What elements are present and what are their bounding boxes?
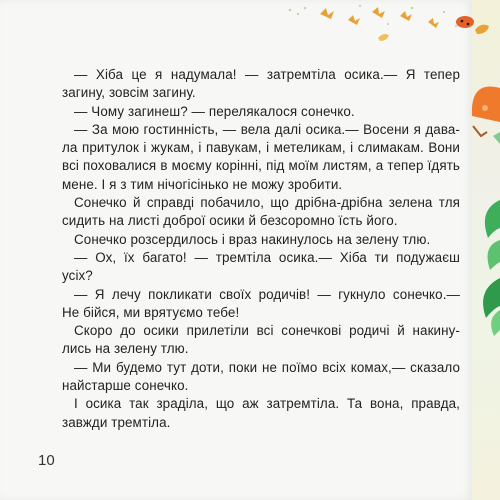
text-line: Скоро до осики прилетіли всі сонечкові родичі й накину- [74,323,460,339]
story-text [62,66,460,432]
text-line: Не бійся, ми врятуємо тебе! [62,304,240,320]
text-line: — Я лечу покликати своїх родичів! — гукнуло сонечко.— [74,286,460,302]
page-number: 10 [38,452,55,469]
text-line: мене. І я з тим нічогісінько не можу зробити. [62,176,343,192]
leaves-illustration [472,190,500,340]
text-line: завжди тремтіла. [62,414,171,430]
text-line: сидить на листі доброї осики й безсоромно їсть його. [62,213,398,229]
text-line: Сонечко розсердилось і враз накинулось на зелену тлю. [74,231,431,247]
text-line: лись на зелену тлю. [62,341,189,357]
text-line: І осика так зраділа, що аж затремтіла. Та вона, правда, [74,396,460,412]
text-line: — Ох, їх багато! — тремтіла осика.— Хіба ти подужаєш [74,249,460,265]
text-line: — За мою гостинність, — вела далі осика.— Восени я дава- [74,121,460,137]
text-line: — Чому загинеш? — перелякалося сонечко. [74,103,355,119]
text-line: усіх? [62,268,93,284]
text-line: Сонечко й справді побачило, що дрібна-дрібна зелена тля [74,195,460,211]
text-line: загину, зовсім загину. [62,85,196,101]
ladybug-illustration [455,40,500,150]
text-line: — Хіба це я надумала! — затремтіла осика.— Я тепер [74,67,460,82]
text-line: найстарше сонечко. [62,378,189,394]
text-line: — Ми будемо тут доти, поки не поїмо всіх комах,— сказало [74,359,460,375]
text-line: ла притулок і жукам, і павукам, і метеликам, і слимакам. Вони [62,140,460,156]
text-line: всі поховалися в моєму корінні, під моїм листям, а тепер їдять [62,158,460,174]
